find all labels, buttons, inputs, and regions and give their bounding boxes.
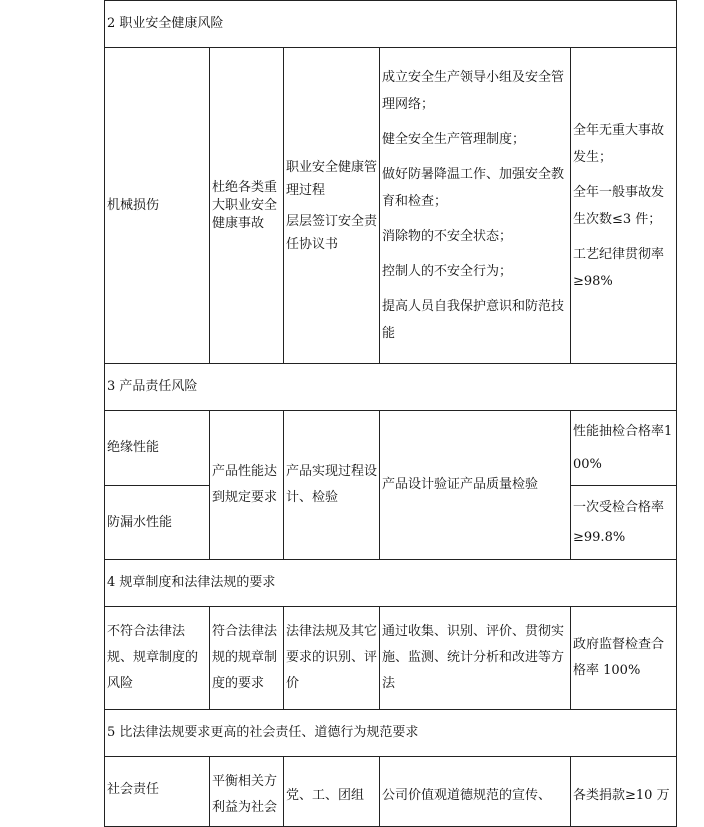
table-row bbox=[105, 411, 677, 486]
goal-cell: 符合法律法规的规章制度的要求 bbox=[210, 607, 284, 710]
risk-table bbox=[104, 0, 677, 827]
measure-line: 做好防暑降温工作、加强安全教育和检查； bbox=[382, 167, 565, 209]
process-cell: 产品实现过程设计、检验 bbox=[284, 411, 380, 560]
measures-cell: 产品设计验证产品质量检验 bbox=[380, 411, 571, 560]
goal-cell bbox=[210, 757, 284, 827]
indicator-cell bbox=[571, 757, 677, 827]
measure-line: 提高人员自我保护意识和防范技能 bbox=[382, 299, 565, 341]
indicator-text: 各类捐款≥10 万 bbox=[573, 788, 670, 803]
measures-text: 公司价值观道德规范的宣传、 bbox=[382, 788, 552, 803]
goal-cell: 产品性能达到规定要求 bbox=[210, 411, 284, 560]
risk-cell bbox=[105, 757, 210, 827]
measure-line: 控制人的不安全行为； bbox=[382, 264, 513, 279]
section-header: 3 产品责任风险 bbox=[105, 364, 677, 411]
risk-cell: 绝缘性能 bbox=[105, 411, 210, 486]
indicator-line: 全年无重大事故发生； bbox=[573, 122, 665, 165]
indicator-cell bbox=[571, 48, 677, 364]
indicator-cell: 性能抽检合格率100% bbox=[571, 411, 677, 486]
table-row bbox=[105, 607, 677, 710]
risk-text: 社会责任 bbox=[107, 782, 160, 797]
risk-cell: 防漏水性能 bbox=[105, 486, 210, 560]
process-cell bbox=[284, 48, 380, 364]
risk-cell: 不符合法律法规、规章制度的风险 bbox=[105, 607, 210, 710]
section-header-row bbox=[105, 1, 677, 48]
indicator-line: 全年一般事故发生次数≤3 件； bbox=[573, 184, 665, 227]
measures-cell bbox=[380, 48, 571, 364]
process-cell: 法律法规及其它要求的识别、评价 bbox=[284, 607, 380, 710]
section-header: 2 职业安全健康风险 bbox=[105, 1, 677, 48]
measure-line: 消除物的不安全状态； bbox=[382, 229, 513, 244]
risk-cell: 机械损伤 bbox=[105, 48, 210, 364]
goal-cell: 杜绝各类重大职业安全健康事故 bbox=[210, 48, 284, 364]
section-header-row bbox=[105, 710, 677, 757]
process-cell bbox=[284, 757, 380, 827]
section-header: 4 规章制度和法律法规的要求 bbox=[105, 560, 677, 607]
process-line: 职业安全健康管理过程 bbox=[286, 159, 378, 198]
indicator-line: 工艺纪律贯彻率≥98% bbox=[573, 246, 665, 289]
table-row bbox=[105, 48, 677, 364]
indicator-cell: 政府监督检查合格率 100% bbox=[571, 607, 677, 710]
section-header-row bbox=[105, 560, 677, 607]
goal-text: 平衡相关方利益为社会 bbox=[212, 774, 278, 815]
process-line: 层层签订安全责任协议书 bbox=[286, 213, 378, 252]
measure-line: 成立安全生产领导小组及安全管理网络； bbox=[382, 70, 565, 112]
section-header: 5 比法律法规要求更高的社会责任、道德行为规范要求 bbox=[105, 710, 677, 757]
section-header-row bbox=[105, 364, 677, 411]
indicator-cell: 一次受检合格率≥99.8% bbox=[571, 486, 677, 560]
table-row bbox=[105, 757, 677, 827]
process-text: 党、工、团组 bbox=[286, 788, 365, 803]
measures-cell: 通过收集、识别、评价、贯彻实施、监测、统计分析和改进等方法 bbox=[380, 607, 571, 710]
measures-cell bbox=[380, 757, 571, 827]
measure-line: 健全安全生产管理制度； bbox=[382, 132, 526, 147]
